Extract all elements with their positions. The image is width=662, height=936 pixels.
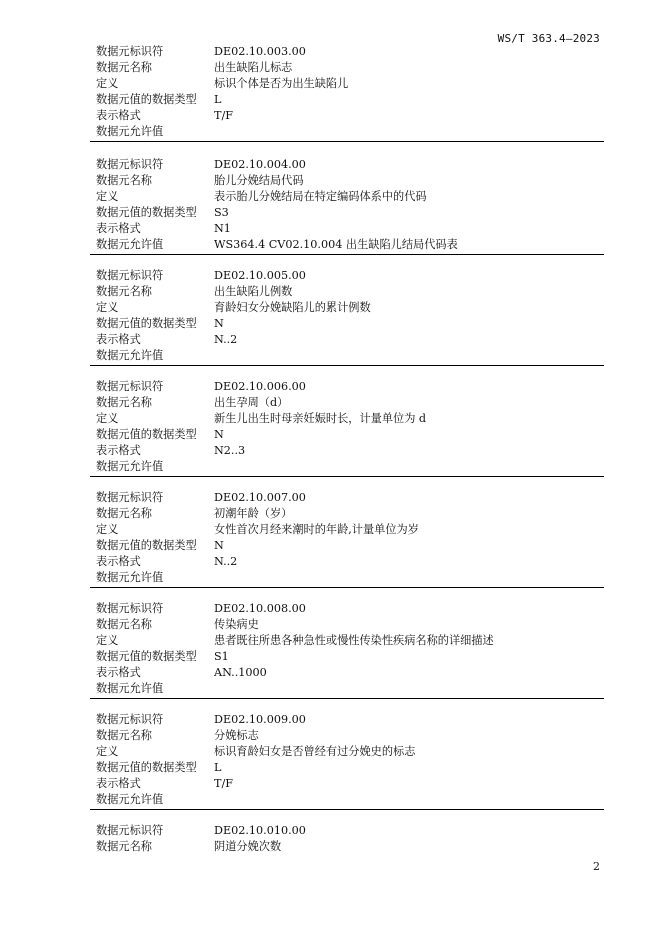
allowed-label: 数据元允许值	[96, 460, 164, 473]
name-row	[0, 839, 662, 855]
definition-value: 表示胎儿分娩结局在特定编码体系中的代码	[214, 190, 427, 203]
allowed-row	[0, 124, 662, 140]
format-value: N..2	[214, 333, 238, 346]
definition-value: 新生儿出生时母亲妊娠时长，计量单位为 d	[214, 412, 427, 425]
allowed-row	[0, 459, 662, 475]
data-element-block	[0, 44, 662, 140]
datatype-value: N	[214, 428, 224, 441]
name-value: 出生孕周（d）	[214, 396, 289, 409]
format-label: 表示格式	[96, 777, 141, 790]
name-label: 数据元名称	[96, 174, 152, 187]
format-value: N2..3	[214, 444, 246, 457]
datatype-label: 数据元值的数据类型	[96, 93, 197, 106]
identifier-row	[0, 712, 662, 728]
data-element-block	[0, 490, 662, 586]
name-label: 数据元名称	[96, 396, 152, 409]
identifier-row	[0, 490, 662, 506]
format-label: 表示格式	[96, 444, 141, 457]
identifier-label: 数据元标识符	[96, 269, 164, 282]
identifier-value: DE02.10.010.00	[214, 824, 306, 837]
block-spacer	[0, 586, 662, 601]
datatype-value: N	[214, 317, 224, 330]
identifier-row	[0, 268, 662, 284]
format-value: T/F	[214, 777, 233, 790]
format-row	[0, 332, 662, 348]
allowed-label: 数据元允许值	[96, 793, 164, 806]
format-label: 表示格式	[96, 666, 141, 679]
definition-label: 定义	[96, 745, 119, 758]
name-label: 数据元名称	[96, 507, 152, 520]
identifier-label: 数据元标识符	[96, 158, 164, 171]
format-label: 表示格式	[96, 222, 141, 235]
definition-value: 标识个体是否为出生缺陷儿	[214, 77, 349, 90]
name-value: 胎儿分娩结局代码	[214, 174, 304, 187]
datatype-label: 数据元值的数据类型	[96, 206, 197, 219]
identifier-value: DE02.10.007.00	[214, 491, 306, 504]
divider-line	[90, 809, 604, 810]
definition-row	[0, 522, 662, 538]
divider-line	[90, 476, 604, 477]
identifier-label: 数据元标识符	[96, 824, 164, 837]
format-value: T/F	[214, 109, 233, 122]
identifier-row	[0, 601, 662, 617]
name-label: 数据元名称	[96, 729, 152, 742]
datatype-label: 数据元值的数据类型	[96, 428, 197, 441]
block-spacer	[0, 253, 662, 268]
definition-row	[0, 300, 662, 316]
definition-value: 患者既往所患各种急性或慢性传染性疾病名称的详细描述	[214, 634, 494, 647]
standard-code-header: WS/T 363.4—2023	[497, 32, 600, 45]
definition-label: 定义	[96, 634, 119, 647]
name-value: 出生缺陷儿标志	[214, 61, 293, 74]
name-label: 数据元名称	[96, 840, 152, 853]
allowed-row	[0, 681, 662, 697]
identifier-row	[0, 823, 662, 839]
datatype-value: L	[214, 93, 222, 106]
datatype-value: L	[214, 761, 222, 774]
format-label: 表示格式	[96, 333, 141, 346]
block-spacer	[0, 140, 662, 157]
datatype-value: N	[214, 539, 224, 552]
identifier-row	[0, 379, 662, 395]
allowed-row	[0, 237, 662, 253]
allowed-label: 数据元允许值	[96, 349, 164, 362]
name-row	[0, 284, 662, 300]
name-label: 数据元名称	[96, 61, 152, 74]
data-element-block	[0, 712, 662, 808]
identifier-value: DE02.10.006.00	[214, 380, 306, 393]
definition-label: 定义	[96, 190, 119, 203]
datatype-row	[0, 760, 662, 776]
identifier-value: DE02.10.008.00	[214, 602, 306, 615]
allowed-label: 数据元允许值	[96, 125, 164, 138]
format-row	[0, 776, 662, 792]
datatype-row	[0, 427, 662, 443]
datatype-value: S1	[214, 650, 229, 663]
identifier-label: 数据元标识符	[96, 491, 164, 504]
identifier-row	[0, 157, 662, 173]
allowed-value: WS364.4 CV02.10.004 出生缺陷儿结局代码表	[214, 238, 458, 251]
block-spacer	[0, 697, 662, 712]
name-label: 数据元名称	[96, 618, 152, 631]
page-number: 2	[593, 860, 600, 873]
definition-value: 育龄妇女分娩缺陷儿的累计例数	[214, 301, 371, 314]
name-value: 传染病史	[214, 618, 259, 631]
divider-line	[90, 698, 604, 699]
datatype-row	[0, 92, 662, 108]
datatype-label: 数据元值的数据类型	[96, 317, 197, 330]
definition-label: 定义	[96, 77, 119, 90]
name-row	[0, 728, 662, 744]
name-row	[0, 506, 662, 522]
divider-line	[90, 587, 604, 588]
identifier-label: 数据元标识符	[96, 380, 164, 393]
allowed-label: 数据元允许值	[96, 238, 164, 251]
allowed-row	[0, 570, 662, 586]
data-element-block	[0, 379, 662, 475]
datatype-row	[0, 316, 662, 332]
name-value: 阴道分娩次数	[214, 840, 282, 853]
identifier-value: DE02.10.003.00	[214, 45, 306, 58]
allowed-row	[0, 348, 662, 364]
identifier-row	[0, 44, 662, 60]
identifier-value: DE02.10.004.00	[214, 158, 306, 171]
datatype-row	[0, 205, 662, 221]
data-element-block	[0, 601, 662, 697]
data-element-block	[0, 823, 662, 855]
divider-line	[90, 141, 604, 142]
name-row	[0, 395, 662, 411]
divider-line	[90, 254, 604, 255]
name-row	[0, 617, 662, 633]
allowed-row	[0, 792, 662, 808]
allowed-label: 数据元允许值	[96, 682, 164, 695]
format-row	[0, 108, 662, 124]
name-value: 出生缺陷儿例数	[214, 285, 293, 298]
definition-value: 标识育龄妇女是否曾经有过分娩史的标志	[214, 745, 416, 758]
allowed-label: 数据元允许值	[96, 571, 164, 584]
block-spacer	[0, 364, 662, 379]
definition-row	[0, 633, 662, 649]
data-element-block	[0, 157, 662, 253]
identifier-value: DE02.10.009.00	[214, 713, 306, 726]
format-value: N1	[214, 222, 231, 235]
datatype-row	[0, 538, 662, 554]
definition-label: 定义	[96, 523, 119, 536]
block-spacer	[0, 475, 662, 490]
format-value: N..2	[214, 555, 238, 568]
definition-row	[0, 76, 662, 92]
format-row	[0, 221, 662, 237]
format-label: 表示格式	[96, 555, 141, 568]
format-value: AN..1000	[214, 666, 267, 679]
datatype-row	[0, 649, 662, 665]
identifier-label: 数据元标识符	[96, 45, 164, 58]
identifier-value: DE02.10.005.00	[214, 269, 306, 282]
data-element-list	[0, 44, 662, 855]
datatype-label: 数据元值的数据类型	[96, 761, 197, 774]
block-spacer	[0, 808, 662, 823]
identifier-label: 数据元标识符	[96, 713, 164, 726]
datatype-value: S3	[214, 206, 229, 219]
name-value: 初潮年龄（岁）	[214, 507, 293, 520]
data-element-block	[0, 268, 662, 364]
divider-line	[90, 365, 604, 366]
format-row	[0, 443, 662, 459]
identifier-label: 数据元标识符	[96, 602, 164, 615]
definition-label: 定义	[96, 301, 119, 314]
definition-value: 女性首次月经来潮时的年龄,计量单位为岁	[214, 523, 419, 536]
definition-row	[0, 189, 662, 205]
name-label: 数据元名称	[96, 285, 152, 298]
format-row	[0, 665, 662, 681]
definition-row	[0, 411, 662, 427]
format-row	[0, 554, 662, 570]
name-value: 分娩标志	[214, 729, 259, 742]
definition-row	[0, 744, 662, 760]
name-row	[0, 173, 662, 189]
datatype-label: 数据元值的数据类型	[96, 650, 197, 663]
name-row	[0, 60, 662, 76]
format-label: 表示格式	[96, 109, 141, 122]
datatype-label: 数据元值的数据类型	[96, 539, 197, 552]
definition-label: 定义	[96, 412, 119, 425]
